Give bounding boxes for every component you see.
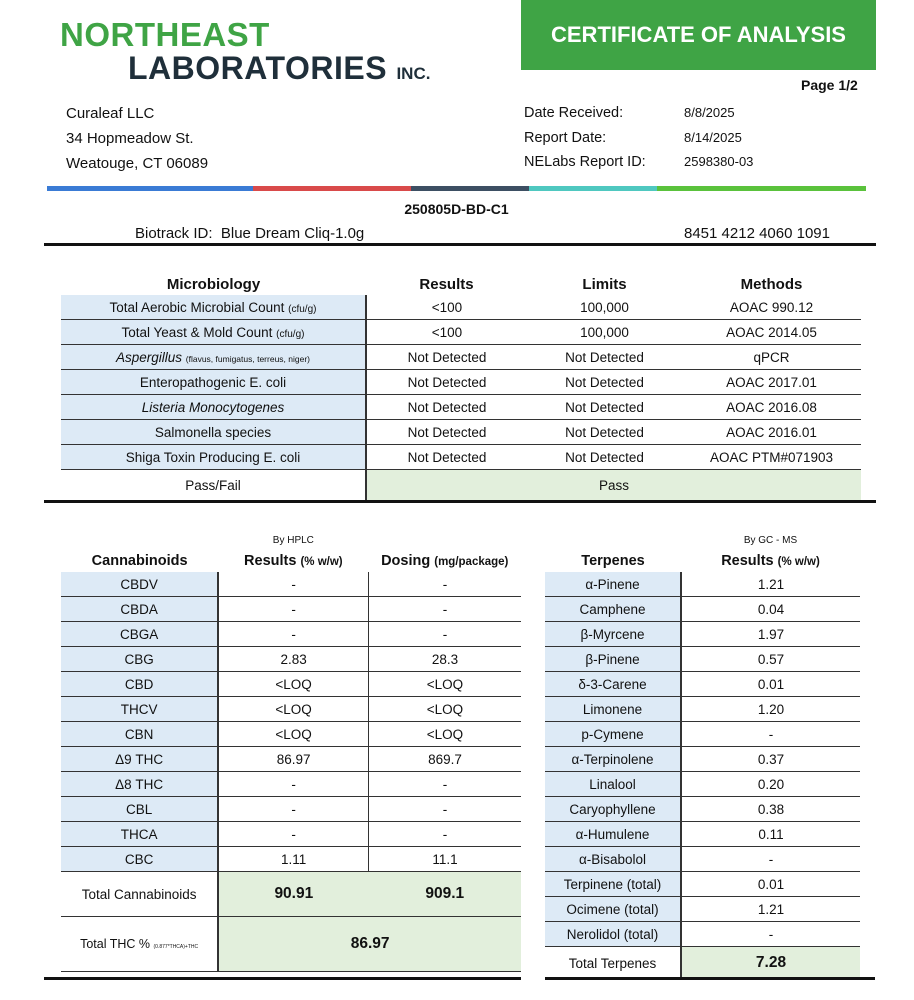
cannabinoid-name: THCA [61,822,218,847]
total-terpenes-label: Total Terpenes [545,947,681,980]
microbiology-header [61,273,861,295]
header-results-label: Results [721,553,774,569]
logo-northeast: NORTHEAST [60,16,270,53]
result: Not Detected [366,395,527,420]
method: AOAC 2017.01 [682,370,861,395]
table-row [545,872,860,897]
table-row [61,345,861,370]
table-row [545,897,860,922]
cannabinoid-result: 86.97 [218,747,368,772]
divider [44,243,876,246]
table-row [545,747,860,772]
client-street: 34 Hopmeadow St. [66,130,194,147]
terpene-name: Caryophyllene [545,797,681,822]
page-number: Page 1/2 [801,77,858,93]
test-name: Shiga Toxin Producing E. coli [61,445,366,470]
cannabinoid-dose: 11.1 [368,847,521,872]
total-cannabinoids-dose: 909.1 [368,872,521,917]
cannabinoid-name: THCV [61,697,218,722]
terpene-result: 1.20 [681,697,860,722]
color-bar-segment [529,186,657,191]
table-row [61,722,521,747]
limit: Not Detected [527,395,682,420]
cannabinoid-result: - [218,622,368,647]
limit: Not Detected [527,370,682,395]
result: Not Detected [366,345,527,370]
method: AOAC 2016.01 [682,420,861,445]
cannabinoid-name: CBC [61,847,218,872]
cannabinoid-dose: - [368,772,521,797]
result: Not Detected [366,420,527,445]
date-received: 8/8/2025 [684,105,735,120]
test-name [61,295,366,320]
cannabinoid-dose: <LOQ [368,672,521,697]
cannabinoids-header [61,550,521,572]
result: Not Detected [366,370,527,395]
color-bar-segment [253,186,411,191]
table-row [545,622,860,647]
table-row [545,647,860,672]
cannabinoid-result: 1.11 [218,847,368,872]
table-row [61,395,861,420]
biotrack-number: 8451 4212 4060 1091 [684,225,830,242]
header-results-unit: (% w/w) [777,556,820,568]
test-label: Total Aerobic Microbial Count [109,299,285,315]
table-row [61,295,861,320]
cannabinoid-result: - [218,797,368,822]
table-row [545,922,860,947]
terpene-name: β-Myrcene [545,622,681,647]
terpene-name: δ-3-Carene [545,672,681,697]
total-thc-text: Total THC % [80,937,151,951]
header-methods: Methods [740,275,803,293]
terpene-name: α-Pinene [545,572,681,597]
table-row [545,772,860,797]
test-label: Aspergillus [115,349,182,365]
table-row [61,772,521,797]
sample-id: 250805D-BD-C1 [404,201,509,217]
cannabinoid-result: <LOQ [218,697,368,722]
cannabinoid-dose: - [368,597,521,622]
certificate-title: CERTIFICATE OF ANALYSIS [521,0,876,70]
terpene-name: β-Pinene [545,647,681,672]
table-row [545,597,860,622]
terpene-result: 0.11 [681,822,860,847]
test-unit: (flavus, fumigatus, terreus, niger) [185,353,311,364]
logo-laboratories-text: LABORATORIES [128,50,388,86]
header-results: Results [419,275,474,293]
table-row [61,747,521,772]
limit: 100,000 [527,320,682,345]
terpene-name: Ocimene (total) [545,897,681,922]
microbiology-table [61,273,861,501]
divider [44,500,876,503]
cannabinoid-name: CBDV [61,572,218,597]
terpenes-header [545,550,860,572]
color-bar-segment [47,186,253,191]
terpene-result: 1.21 [681,897,860,922]
terpene-name: α-Bisabolol [545,847,681,872]
terpene-name: Linalool [545,772,681,797]
cannabinoid-result: - [218,597,368,622]
table-row [61,420,861,445]
cannabinoid-name: CBN [61,722,218,747]
cannabinoid-dose: 28.3 [368,647,521,672]
table-row [61,445,861,470]
table-row [61,822,521,847]
method-by: By GC - MS [743,534,798,546]
cannabinoid-result: <LOQ [218,722,368,747]
report-date: 8/14/2025 [684,129,742,145]
table-row [545,847,860,872]
table-row [61,597,521,622]
table-row [61,622,521,647]
header-results-unit: (% w/w) [300,556,343,568]
table-row [61,370,861,395]
color-bar [47,186,866,191]
method: AOAC 2016.08 [682,395,861,420]
cannabinoid-dose: - [368,572,521,597]
total-cannabinoids-row [61,872,521,917]
cannabinoid-name: CBL [61,797,218,822]
table-row [61,847,521,872]
test-unit: (cfu/g) [276,328,305,340]
terpene-name: Nerolidol (total) [545,922,681,947]
cannabinoid-result: <LOQ [218,672,368,697]
cannabinoid-dose: - [368,797,521,822]
color-bar-segment [411,186,529,191]
table-row [61,572,521,597]
header-cannabinoids: Cannabinoids [91,553,188,569]
color-bar-segment [657,186,866,191]
table-row [545,672,860,697]
client-address [66,101,208,176]
logo-laboratories [128,50,430,87]
terpene-name: Terpinene (total) [545,872,681,897]
table-row [545,697,860,722]
total-cannabinoids-result: 90.91 [218,872,368,917]
terpene-name: p-Cymene [545,722,681,747]
total-thc-label [61,917,218,972]
date-received-label: Date Received: [524,105,624,121]
terpene-result: 0.01 [681,672,860,697]
cannabinoid-name: Δ8 THC [61,772,218,797]
report-id-label: NELabs Report ID: [524,154,646,170]
limit: Not Detected [527,345,682,370]
header-dosing [368,550,521,572]
terpene-result: 0.20 [681,772,860,797]
table-row [61,320,861,345]
divider [545,977,875,980]
test-name [61,395,366,420]
cannabinoid-name: CBDA [61,597,218,622]
cannabinoid-name: CBG [61,647,218,672]
method: AOAC 990.12 [682,295,861,320]
terpene-result: - [681,922,860,947]
terpene-result: 0.37 [681,747,860,772]
header-results [218,550,368,572]
report-date-label: Report Date: [524,129,607,146]
client-name: Curaleaf LLC [66,105,155,122]
terpene-name: α-Humulene [545,822,681,847]
cannabinoid-dose: - [368,822,521,847]
biotrack-info [135,225,364,242]
table-row [545,572,860,597]
cannabinoid-dose: <LOQ [368,722,521,747]
terpene-result: 1.21 [681,572,860,597]
limit: Not Detected [527,445,682,470]
limit: Not Detected [527,420,682,445]
report-meta [524,101,753,175]
total-terpenes-value: 7.28 [681,947,860,980]
table-row [61,797,521,822]
table-row [61,672,521,697]
pass-fail-label: Pass/Fail [61,470,366,501]
cannabinoid-result: - [218,572,368,597]
header-dosing-label: Dosing [381,553,431,569]
header-results [681,550,860,572]
terpene-result: 1.97 [681,622,860,647]
table-row [61,697,521,722]
terpene-name: α-Terpinolene [545,747,681,772]
logo-inc: INC. [396,64,431,83]
cannabinoid-result: - [218,772,368,797]
product-name: Blue Dream Cliq-1.0g [220,225,365,242]
terpene-result: 0.04 [681,597,860,622]
test-unit: (cfu/g) [288,303,317,315]
cannabinoid-dose: - [368,622,521,647]
total-thc-formula: (0.877*THCA)+THC [153,944,199,950]
biotrack-label: Biotrack ID: [135,225,213,242]
spacer [61,530,218,550]
divider [44,977,521,980]
terpene-name: Camphene [545,597,681,622]
test-name: Enteropathogenic E. coli [61,370,366,395]
spacer [545,530,681,550]
cannabinoids-table [61,530,521,972]
method-row [61,530,521,550]
pass-fail-row [61,470,861,501]
method-by: By HPLC [272,534,314,546]
total-cannabinoids-label: Total Cannabinoids [61,872,218,917]
client-city: Weatouge, CT 06089 [66,155,209,172]
pass-fail-result: Pass [366,470,861,501]
table-row [545,722,860,747]
table-row [545,797,860,822]
test-name [61,345,366,370]
terpene-result: 0.38 [681,797,860,822]
method: AOAC 2014.05 [682,320,861,345]
table-row [545,822,860,847]
header-limits: Limits [582,275,627,293]
test-name: Salmonella species [61,420,366,445]
report-id: 2598380-03 [684,154,754,169]
terpene-result: 0.01 [681,872,860,897]
method: AOAC PTM#071903 [682,445,861,470]
method-row [545,530,860,550]
test-name [61,320,366,345]
result: Not Detected [366,445,527,470]
result: <100 [366,320,527,345]
total-thc-value: 86.97 [218,917,521,972]
cannabinoid-dose: 869.7 [368,747,521,772]
terpene-result: 0.57 [681,647,860,672]
limit: 100,000 [527,295,682,320]
header-microbiology: Microbiology [166,275,261,293]
terpenes-table [545,530,860,980]
cannabinoid-name: Δ9 THC [61,747,218,772]
cannabinoid-result: 2.83 [218,647,368,672]
result: <100 [366,295,527,320]
header-dosing-unit: (mg/package) [434,556,509,568]
header-results-label: Results [244,553,297,569]
terpene-result: - [681,722,860,747]
terpene-result: - [681,847,860,872]
table-row [61,647,521,672]
total-terpenes-row [545,947,860,980]
cannabinoid-name: CBD [61,672,218,697]
terpene-name: Limonene [545,697,681,722]
spacer [368,530,521,550]
cannabinoid-dose: <LOQ [368,697,521,722]
header-terpenes: Terpenes [581,553,645,569]
method: qPCR [682,345,861,370]
test-label: Total Yeast & Mold Count [121,324,273,340]
cannabinoid-result: - [218,822,368,847]
cannabinoid-name: CBGA [61,622,218,647]
total-thc-row [61,917,521,972]
test-label: Listeria Monocytogenes [141,399,285,415]
